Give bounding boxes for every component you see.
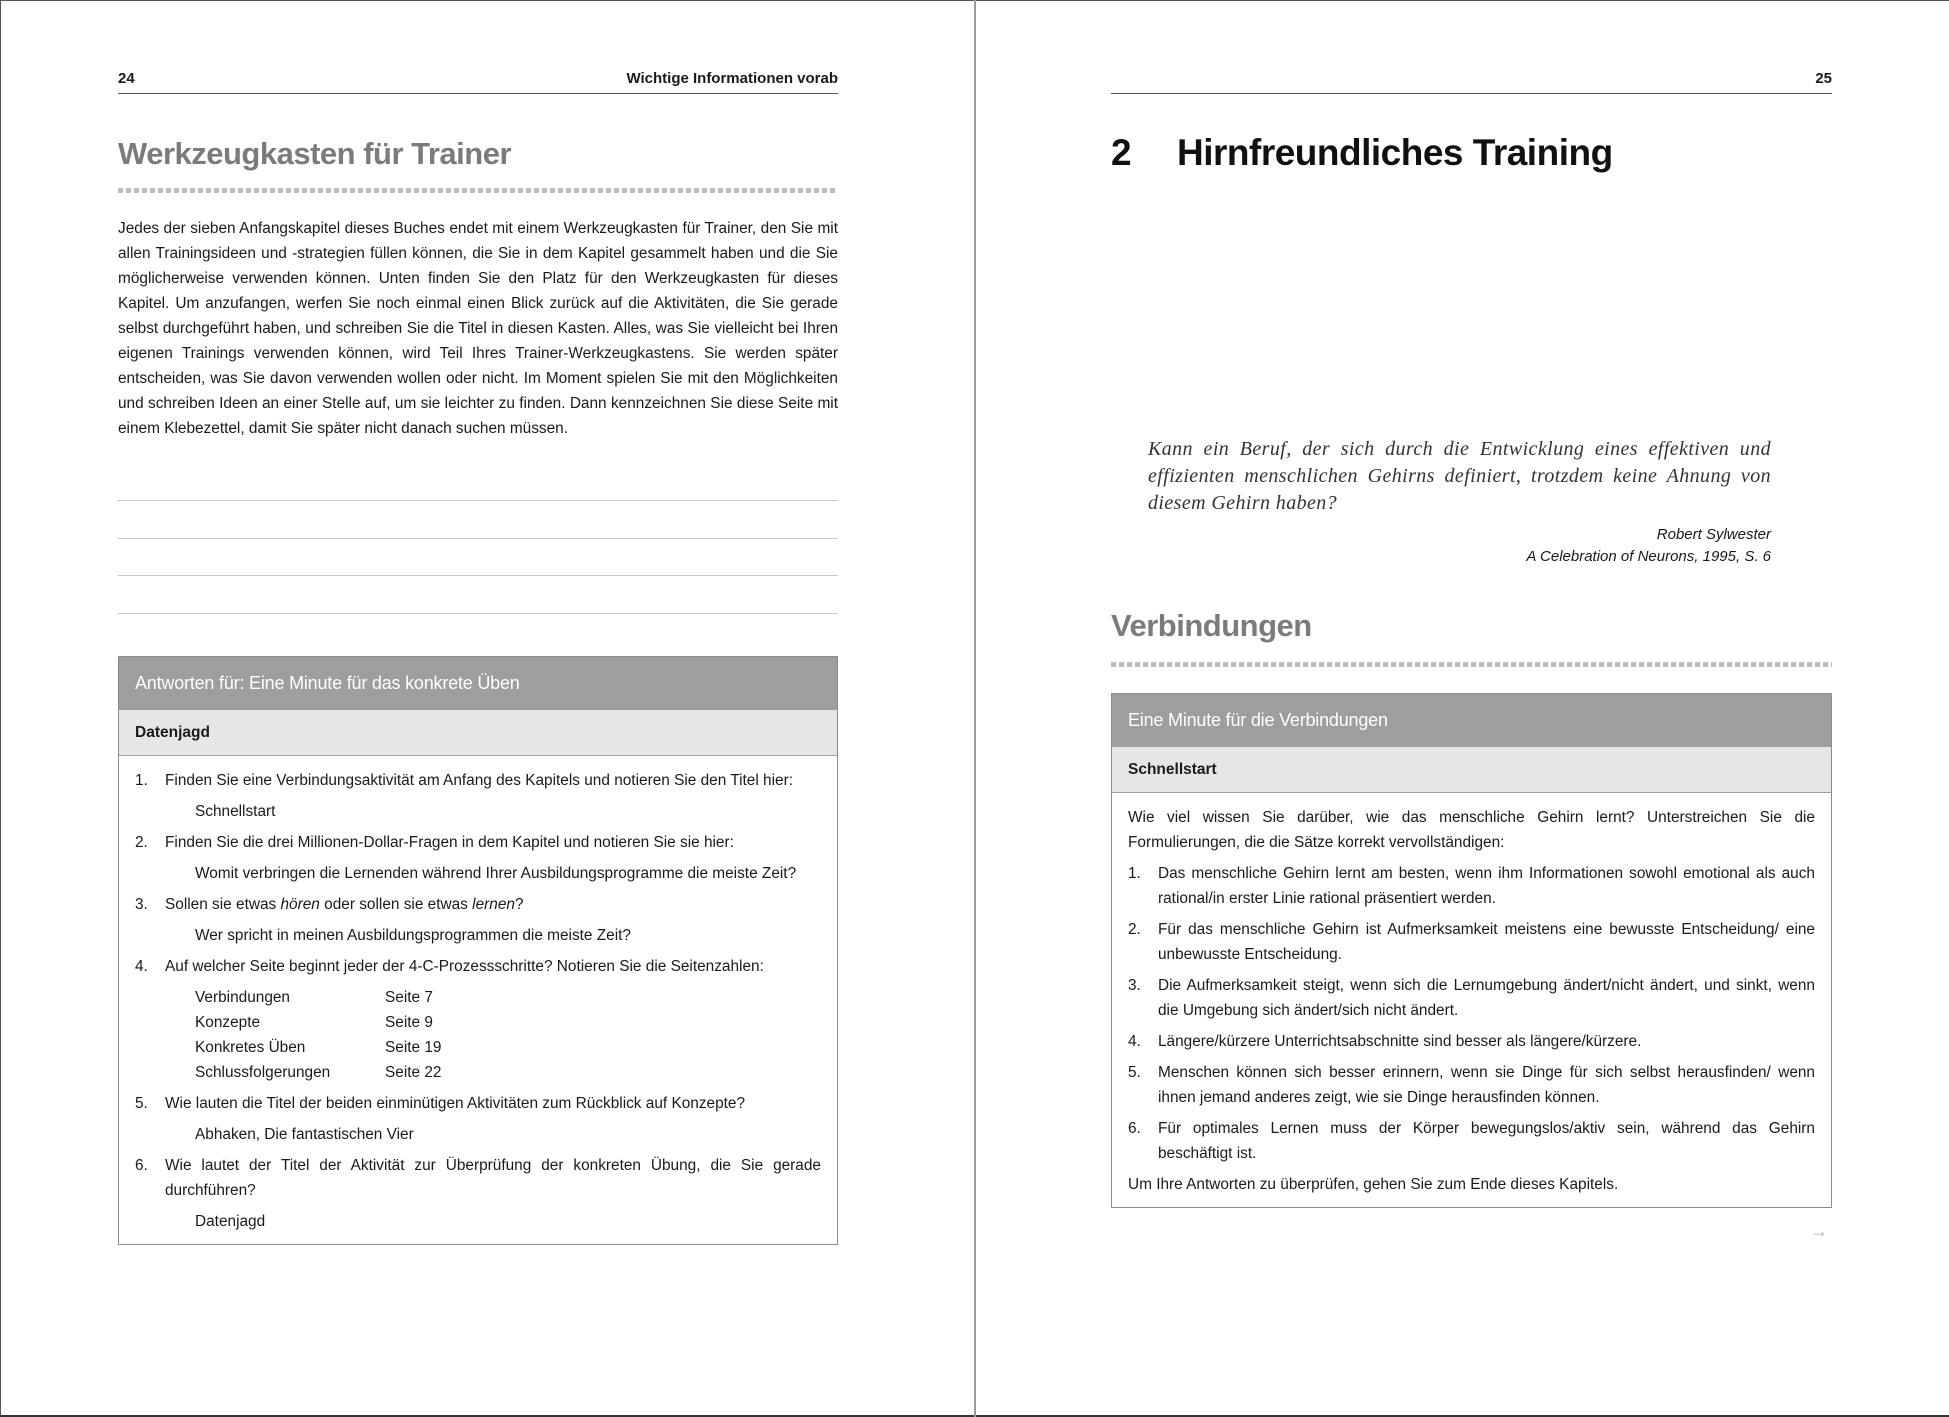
activity-box [1111,693,1832,1208]
list-item [1128,1029,1815,1054]
right-page [975,0,1949,1417]
table-cell: Verbindungen [195,989,290,1006]
chapter-heading [1111,132,1613,174]
activity-intro: Wie viel wissen Sie darüber, wie das menschliche Gehirn lernt? Unterstreichen Sie die Formulierungen, die die Sätze korrekt vervollständigen: [1128,809,1815,851]
item-text: Finden Sie eine Verbindungsaktivität am Anfang des Kapitels und notieren Sie den Titel hier: [165,772,794,789]
table-cell: Seite 7 [385,989,433,1006]
item-answer: Datenjagd [195,1213,266,1230]
activity-box-body [1112,793,1831,1207]
item-text: Auf welcher Seite beginnt jeder der 4-C-Prozessschritte? Notieren Sie die Seitenzahlen: [165,958,764,975]
writing-line[interactable] [118,538,838,539]
table-row [195,1060,821,1085]
page-number-table [135,985,821,1085]
list-item [1128,1116,1815,1166]
table-cell: Seite 19 [385,1039,442,1056]
activity-box-header: Eine Minute für die Verbindungen [1112,694,1831,747]
item-text: Sollen sie etwas hören oder sollen sie etwas lernen? [165,896,524,913]
item-number: 2. [135,834,148,851]
item-number: 6. [135,1157,148,1174]
section-title: Verbindungen [1111,608,1312,643]
item-number: 4. [135,958,148,975]
answer-box [118,656,838,1245]
list-item [135,1091,821,1116]
answer-box-subheader: Datenjagd [119,710,837,756]
activity-outro: Um Ihre Antworten zu überprüfen, gehen Sie zum Ende dieses Kapitels. [1128,1176,1619,1193]
item-number: 1. [135,772,148,789]
item-number: 2. [1128,921,1141,938]
header-rule [1111,93,1832,94]
writing-line[interactable] [118,613,838,614]
item-answer: Wer spricht in meinen Ausbildungsprogrammen die meiste Zeit? [195,927,631,944]
chapter-number: 2 [1111,132,1132,173]
continue-arrow-icon: → [1810,1221,1828,1241]
item-text: Wie lauten die Titel der beiden einminütigen Aktivitäten zum Rückblick auf Konzepte? [165,1095,746,1112]
table-row [195,1035,821,1060]
writing-line[interactable] [118,575,838,576]
list-item [1128,917,1815,967]
answer-box-body [119,756,837,1244]
item-number: 4. [1128,1033,1141,1050]
table-cell: Konzepte [195,1014,261,1031]
list-item [1128,1060,1815,1110]
item-answer: Schnellstart [195,803,276,820]
list-item [135,830,821,855]
item-text: Wie lautet der Titel der Aktivität zur Überprüfung der konkreten Übung, die Sie gerade durchführen? [165,1157,821,1199]
table-row [195,1010,821,1035]
item-text: Menschen können sich besser erinnern, wenn sie Dinge für sich selbst herausfinden/ wenn ihnen jemand anderes zeigt, wie sie Dinge herausfinden können. [1158,1064,1815,1106]
header-rule [118,93,838,94]
item-number: 3. [135,896,148,913]
item-number: 5. [1128,1064,1141,1081]
table-cell: Seite 22 [385,1064,442,1081]
table-cell: Seite 9 [385,1014,433,1031]
answer-box-header: Antworten für: Eine Minute für das konkrete Üben [119,657,837,710]
intro-paragraph: Jedes der sieben Anfangskapitel dieses Buches endet mit einem Werkzeugkasten für Trainer, den Sie mit allen Trainingsideen und -strategien füllen können, die Sie in dem Kapitel gesammelt haben und die Sie möglicherweise verwenden können. Unten finden Sie den Platz für den Werkzeugkasten für dieses Kapitel. Um anzufangen, werfen Sie noch einmal einen Blick zurück auf die Aktivitäten, die Sie gerade selbst durchgeführt haben, und schreiben Sie die Titel in diesen Kasten. Alles, was Sie vielleicht bei Ihren eigenen Trainings verwenden können, wird Teil Ihres Trainer-Werkzeugkastens. Sie werden später entscheiden, was Sie davon verwenden wollen oder nicht. Im Moment spielen Sie mit den Möglichkeiten und schreiben Ideen an einer Stelle auf, um sie leichter zu finden. Dann kennzeichnen Sie diese Seite mit einem Klebezettel, damit Sie später nicht danach suchen müssen. [118,220,838,437]
list-item [135,954,821,979]
list-item [135,892,821,917]
item-number: 5. [135,1095,148,1112]
item-text: Die Aufmerksamkeit steigt, wenn sich die Lernumgebung ändert/nicht ändert, und sinkt, wenn die Umgebung sich ändert/sich nicht ändert. [1158,977,1815,1019]
section-dashed-rule [118,188,838,193]
item-number: 6. [1128,1120,1141,1137]
chapter-title: Hirnfreundliches Training [1177,132,1613,173]
quote-author: Robert Sylwester [1656,526,1771,543]
item-text: Das menschliche Gehirn lernt am besten, wenn ihm Informationen sowohl emotional als auch rational/in erster Linie rational präsentiert werden. [1158,865,1815,907]
item-answer: Womit verbringen die Lernenden während Ihrer Ausbildungsprogramme die meiste Zeit? [195,865,797,882]
item-text: Längere/kürzere Unterrichtsabschnitte sind besser als längere/kürzere. [1158,1033,1642,1050]
running-head: Wichtige Informationen vorab [626,70,838,87]
page-number: 25 [1815,70,1832,87]
writing-line[interactable] [118,500,838,501]
item-number: 3. [1128,977,1141,994]
item-text: Für optimales Lernen muss der Körper bewegungslos/aktiv sein, während das Gehirn beschäftigt ist. [1158,1120,1815,1162]
epigraph-quote: Kann ein Beruf, der sich durch die Entwicklung eines effektiven und effizienten menschlichen Gehirns definiert, trotzdem keine Ahnung von diesem Gehirn haben? [1148,438,1771,514]
section-dashed-rule [1111,662,1832,667]
activity-box-subheader: Schnellstart [1112,747,1831,793]
table-cell: Schlussfolgerungen [195,1064,331,1081]
section-title: Werkzeugkasten für Trainer [118,136,512,171]
table-cell: Konkretes Üben [195,1039,306,1056]
list-item [1128,973,1815,1023]
list-item [135,768,821,793]
page-number: 24 [118,70,135,87]
item-text: Finden Sie die drei Millionen-Dollar-Fragen in dem Kapitel und notieren Sie sie hier: [165,834,734,851]
table-row [195,985,821,1010]
item-answer: Abhaken, Die fantastischen Vier [195,1126,414,1143]
list-item [135,1153,821,1203]
item-text: Für das menschliche Gehirn ist Aufmerksamkeit meistens eine bewusste Entscheidung/ eine unbewusste Entscheidung. [1158,921,1815,963]
item-number: 1. [1128,865,1141,882]
list-item [1128,861,1815,911]
quote-source: A Celebration of Neurons, 1995, S. 6 [1526,548,1771,565]
